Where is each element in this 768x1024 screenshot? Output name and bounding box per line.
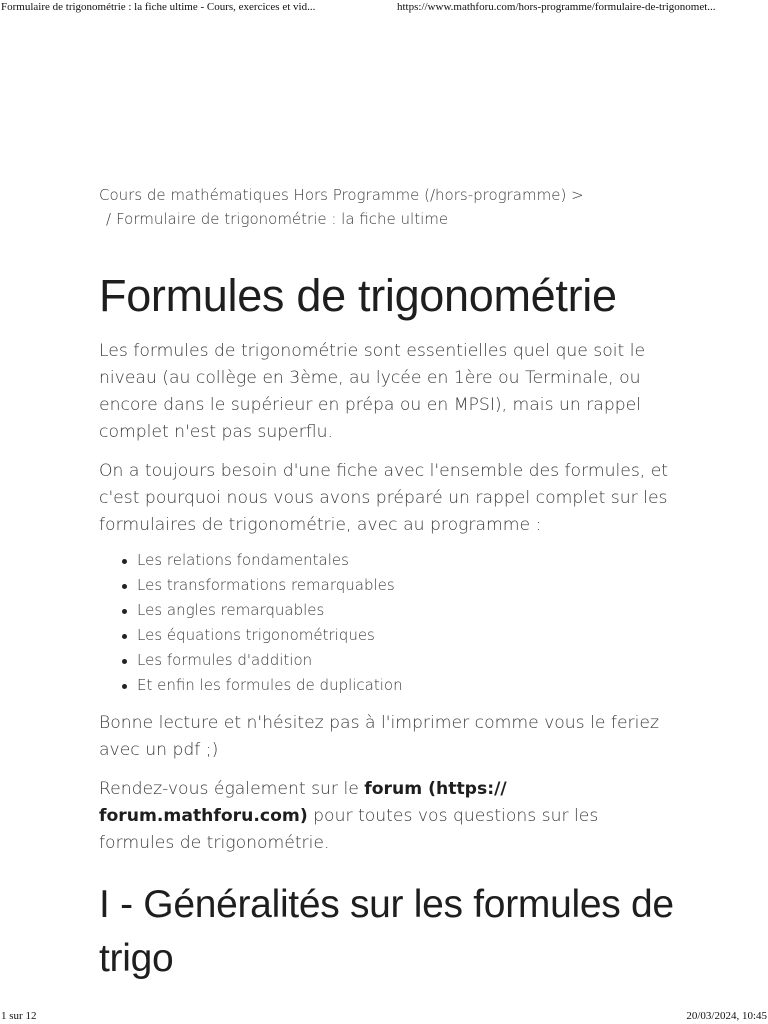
breadcrumb-separator: / bbox=[106, 210, 112, 228]
list-item-label: Et enfin les formules de duplication bbox=[137, 676, 403, 694]
list-item bbox=[137, 673, 674, 698]
topics-list bbox=[99, 548, 674, 698]
program-paragraph: On a toujours besoin d'une fiche avec l'ensemble des formules, et c'est pourquoi nous vous avons préparé un rappel complet sur les formulaires de trigonométrie, avec au programme : bbox=[99, 461, 669, 535]
print-header bbox=[0, 0, 768, 16]
page-title: Formules de trigonométrie bbox=[99, 270, 617, 321]
bullet-icon bbox=[122, 559, 127, 564]
article-content bbox=[99, 183, 674, 986]
breadcrumb-line-1 bbox=[99, 183, 674, 207]
list-item bbox=[137, 573, 674, 598]
print-footer bbox=[0, 1008, 768, 1024]
forum-paragraph bbox=[99, 776, 674, 857]
bullet-icon bbox=[122, 609, 127, 614]
list-item bbox=[137, 623, 674, 648]
forum-suffix: pour toutes vos questions sur les formules de trigonométrie. bbox=[99, 806, 599, 853]
breadcrumb-line-2 bbox=[99, 207, 674, 231]
list-item-label: Les formules d'addition bbox=[137, 651, 313, 669]
list-item-label: Les équations trigonométriques bbox=[137, 626, 375, 644]
bullet-icon bbox=[122, 584, 127, 589]
bullet-icon bbox=[122, 684, 127, 689]
intro-paragraph: Les formules de trigonométrie sont essentielles quel que soit le niveau (au collège en 3ème, au lycée en 1ère ou Terminale, ou encore dans le supérieur en prépa ou en MPSI), mais un rappel complet n'est pas superflu. bbox=[99, 341, 646, 442]
section-title: I - Généralités sur les formules de trigo bbox=[99, 883, 674, 980]
print-header-url: https://www.mathforu.com/hors-programme/formulaire-de-trigonomet... bbox=[397, 1, 716, 13]
closing-paragraph: Bonne lecture et n'hésitez pas à l'imprimer comme vous le feriez avec un pdf ;) bbox=[99, 713, 659, 760]
bullet-icon bbox=[122, 659, 127, 664]
forum-prefix: Rendez-vous également sur le bbox=[99, 779, 365, 799]
breadcrumb-parent-link[interactable]: Cours de mathématiques Hors Programme (/hors-programme) > bbox=[99, 186, 584, 204]
forum-link[interactable]: forum (https:// forum.mathforu.com) bbox=[99, 779, 507, 826]
list-item-label: Les relations fondamentales bbox=[137, 551, 349, 569]
bullet-icon bbox=[122, 634, 127, 639]
print-header-title: Formulaire de trigonométrie : la fiche ultime - Cours, exercices et vid... bbox=[1, 1, 316, 13]
list-item-label: Les transformations remarquables bbox=[137, 576, 395, 594]
print-datetime: 20/03/2024, 10:45 bbox=[686, 1010, 767, 1022]
breadcrumb-current: Formulaire de trigonométrie : la fiche ultime bbox=[116, 210, 449, 228]
list-item bbox=[137, 548, 674, 573]
page-number: 1 sur 12 bbox=[1, 1010, 37, 1022]
list-item bbox=[137, 598, 674, 623]
list-item-label: Les angles remarquables bbox=[137, 601, 325, 619]
breadcrumb bbox=[99, 183, 674, 231]
list-item bbox=[137, 648, 674, 673]
